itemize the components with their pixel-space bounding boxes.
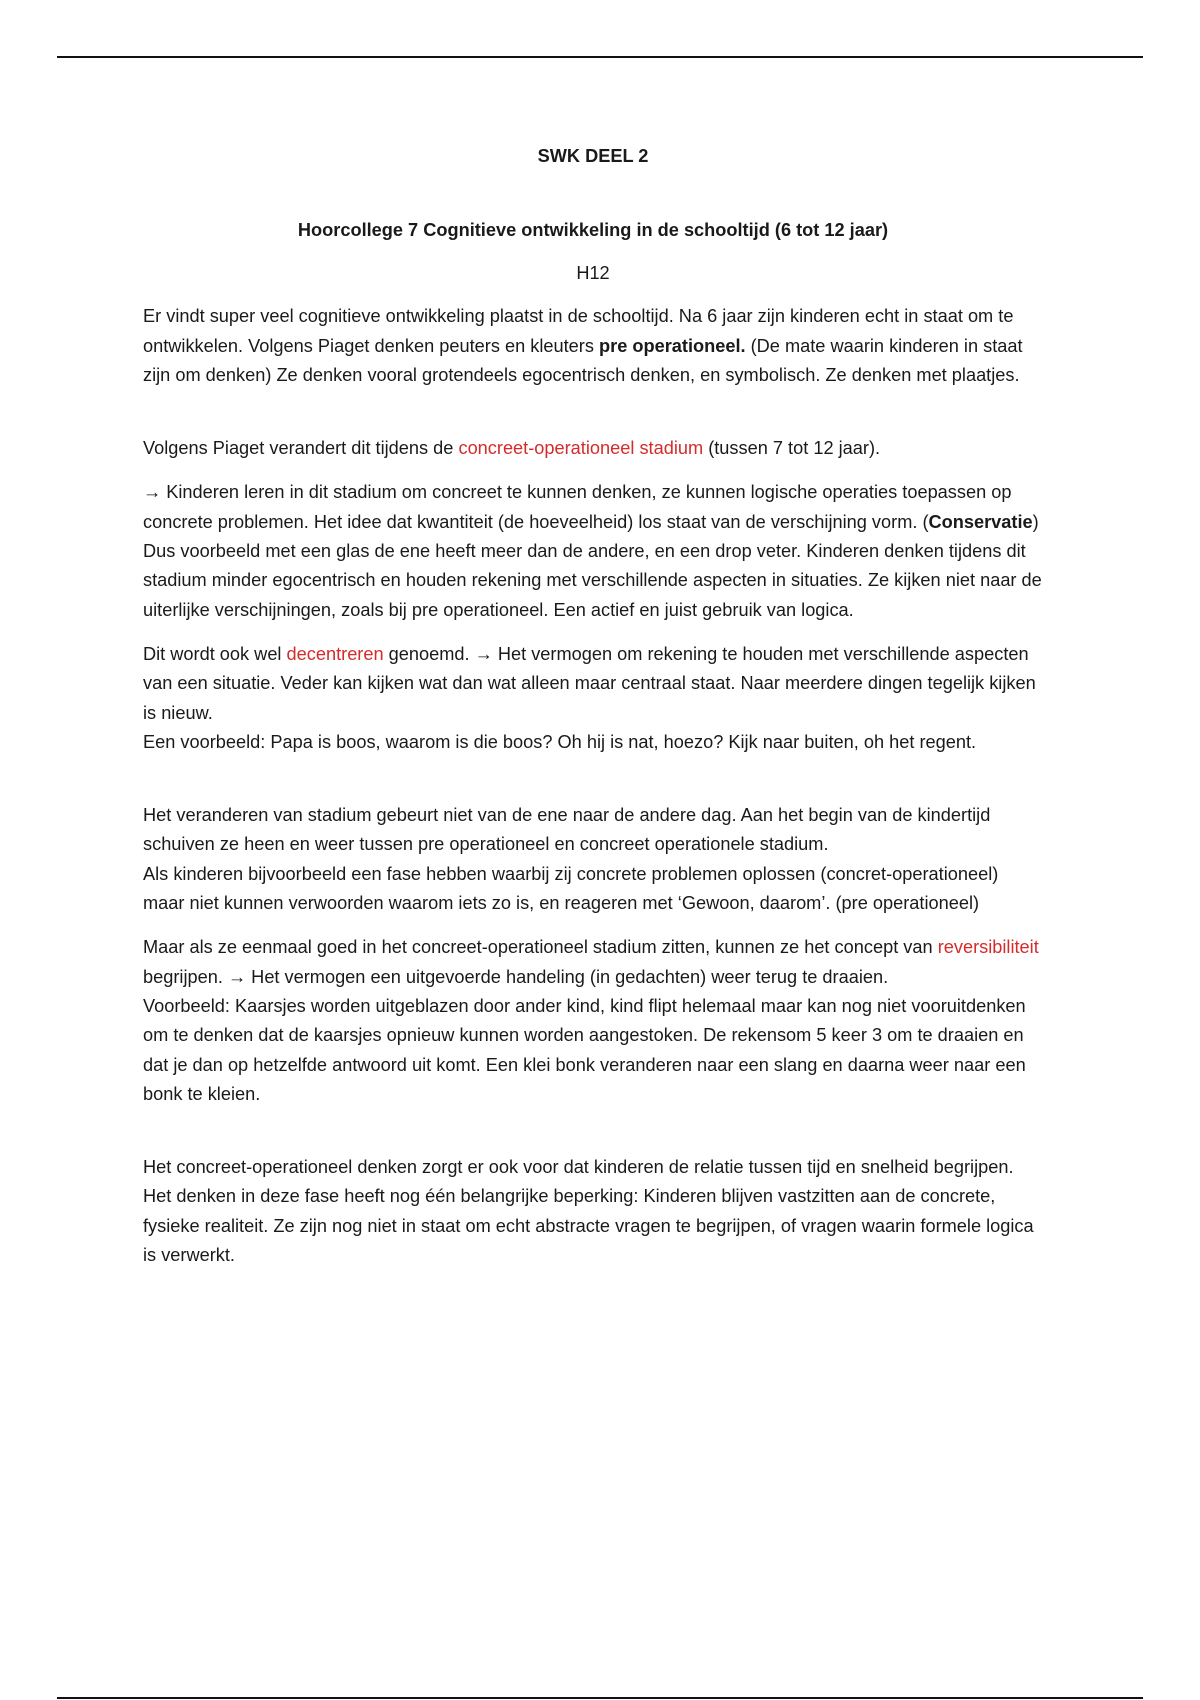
- text-run: Als kinderen bijvoorbeeld een fase hebben waarbij zij concrete problemen oplossen (concret-operationeel) maar niet kunnen verwoorden waarom iets zo is, en reageren met ‘Gewoon, daarom’. (pre operationeel): [143, 863, 999, 914]
- footer-rule: [57, 1697, 1143, 1699]
- paragraph-stage-change: [143, 801, 1043, 918]
- chapter-label: H12: [576, 263, 610, 283]
- text-run: (tussen 7 tot 12 jaar).: [703, 438, 881, 459]
- text-run: Het vermogen om rekening te houden met verschillende aspecten van een situatie. Veder kan kijken wat dan wat alleen maar centraal staat. Naar meerdere dingen tegelijk kijken is nieuw.: [143, 643, 1036, 723]
- text-run: Dit wordt ook wel: [143, 643, 287, 664]
- highlight-term: decentreren: [286, 643, 384, 664]
- text-run: (De mate waarin kinderen in staat zijn om denken) Ze denken vooral grotendeels egocentrisch denken, en symbolisch. Ze denken met plaatjes.: [143, 335, 1023, 385]
- paragraph-reversibiliteit: [143, 933, 1043, 1109]
- text-run: Maar als ze eenmaal goed in het concreet-operationeel stadium zitten, kunnen ze het concept van: [143, 937, 938, 958]
- bold-term: pre operationeel.: [599, 335, 746, 356]
- paragraph-intro: [143, 302, 1043, 390]
- document-title: SWK DEEL 2: [537, 146, 649, 166]
- paragraph-limitation: [143, 1153, 1043, 1270]
- paragraph-conservation: [143, 478, 1043, 624]
- text-run: genoemd.: [383, 643, 475, 664]
- arrow-icon: →: [474, 643, 493, 664]
- text-run: Volgens Piaget verandert dit tijdens de: [143, 438, 459, 459]
- text-run: Er vindt super veel cognitieve ontwikkeling plaatst in de schooltijd. Na 6 jaar zijn kinderen echt in staat om te ontwikkelen. Volgens Piaget denken peuters en kleuters: [143, 306, 1014, 356]
- text-run: Het concreet-operationeel denken zorgt er ook voor dat kinderen de relatie tussen tijd en snelheid begrijpen. Het denken in deze fase heeft nog één belangrijke beperking: Kinderen blijven vastzitten aan de concrete, fysieke realiteit. Ze zijn nog niet in staat om echt abstracte vragen te begrijpen, of vragen waarin formele logica is verwerkt.: [143, 1157, 1034, 1266]
- highlight-term: concreet-operationeel stadium: [458, 438, 704, 459]
- text-run: Het veranderen van stadium gebeurt niet van de ene naar de andere dag. Aan het begin van de kindertijd schuiven ze heen en weer tussen pre operationeel en concreet operationele stadium.: [143, 805, 991, 855]
- paragraph-decentreren: [143, 640, 1043, 757]
- text-run: Voorbeeld: Kaarsjes worden uitgeblazen door ander kind, kind flipt helemaal maar kan nog niet vooruitdenken om te denken dat de kaarsjes opnieuw kunnen worden aangestoken. De rekensom 5 keer 3 om te draaien en dat je dan op hetzelfde antwoord uit komt. Een klei bonk veranderen naar een slang en daarna weer naar een bonk te kleien.: [143, 995, 1026, 1104]
- document-page: [143, 142, 1043, 1270]
- text-run: Een voorbeeld: Papa is boos, waarom is die boos? Oh hij is nat, hoezo? Kijk naar buiten, oh het regent.: [143, 731, 977, 752]
- text-run: Kinderen leren in dit stadium om concreet te kunnen denken, ze kunnen logische operaties toepassen op concrete problemen. Het idee dat kwantiteit (de hoeveelheid) los staat van de verschijning vorm. (: [143, 482, 1012, 532]
- paragraph-concrete-stage: [143, 434, 1043, 463]
- text-run: Het vermogen een uitgevoerde handeling (in gedachten) weer terug te draaien.: [246, 966, 889, 987]
- arrow-icon: →: [143, 482, 162, 503]
- bold-term: Conservatie: [928, 511, 1033, 532]
- header-rule: [57, 56, 1143, 58]
- text-run: begrijpen.: [143, 966, 228, 987]
- arrow-icon: →: [227, 966, 247, 987]
- highlight-term: reversibiliteit: [937, 937, 1039, 958]
- lecture-title: Hoorcollege 7 Cognitieve ontwikkeling in de schooltijd (6 tot 12 jaar): [297, 220, 889, 240]
- text-run: ) Dus voorbeeld met een glas de ene heeft meer dan de andere, en een drop veter. Kinderen denken tijdens dit stadium minder egocentrisch en houden rekening met verschillende aspecten in situaties. Ze kijken niet naar de uiterlijke verschijningen, zoals bij pre operationeel. Een actief en juist gebruik van logica.: [143, 511, 1042, 620]
